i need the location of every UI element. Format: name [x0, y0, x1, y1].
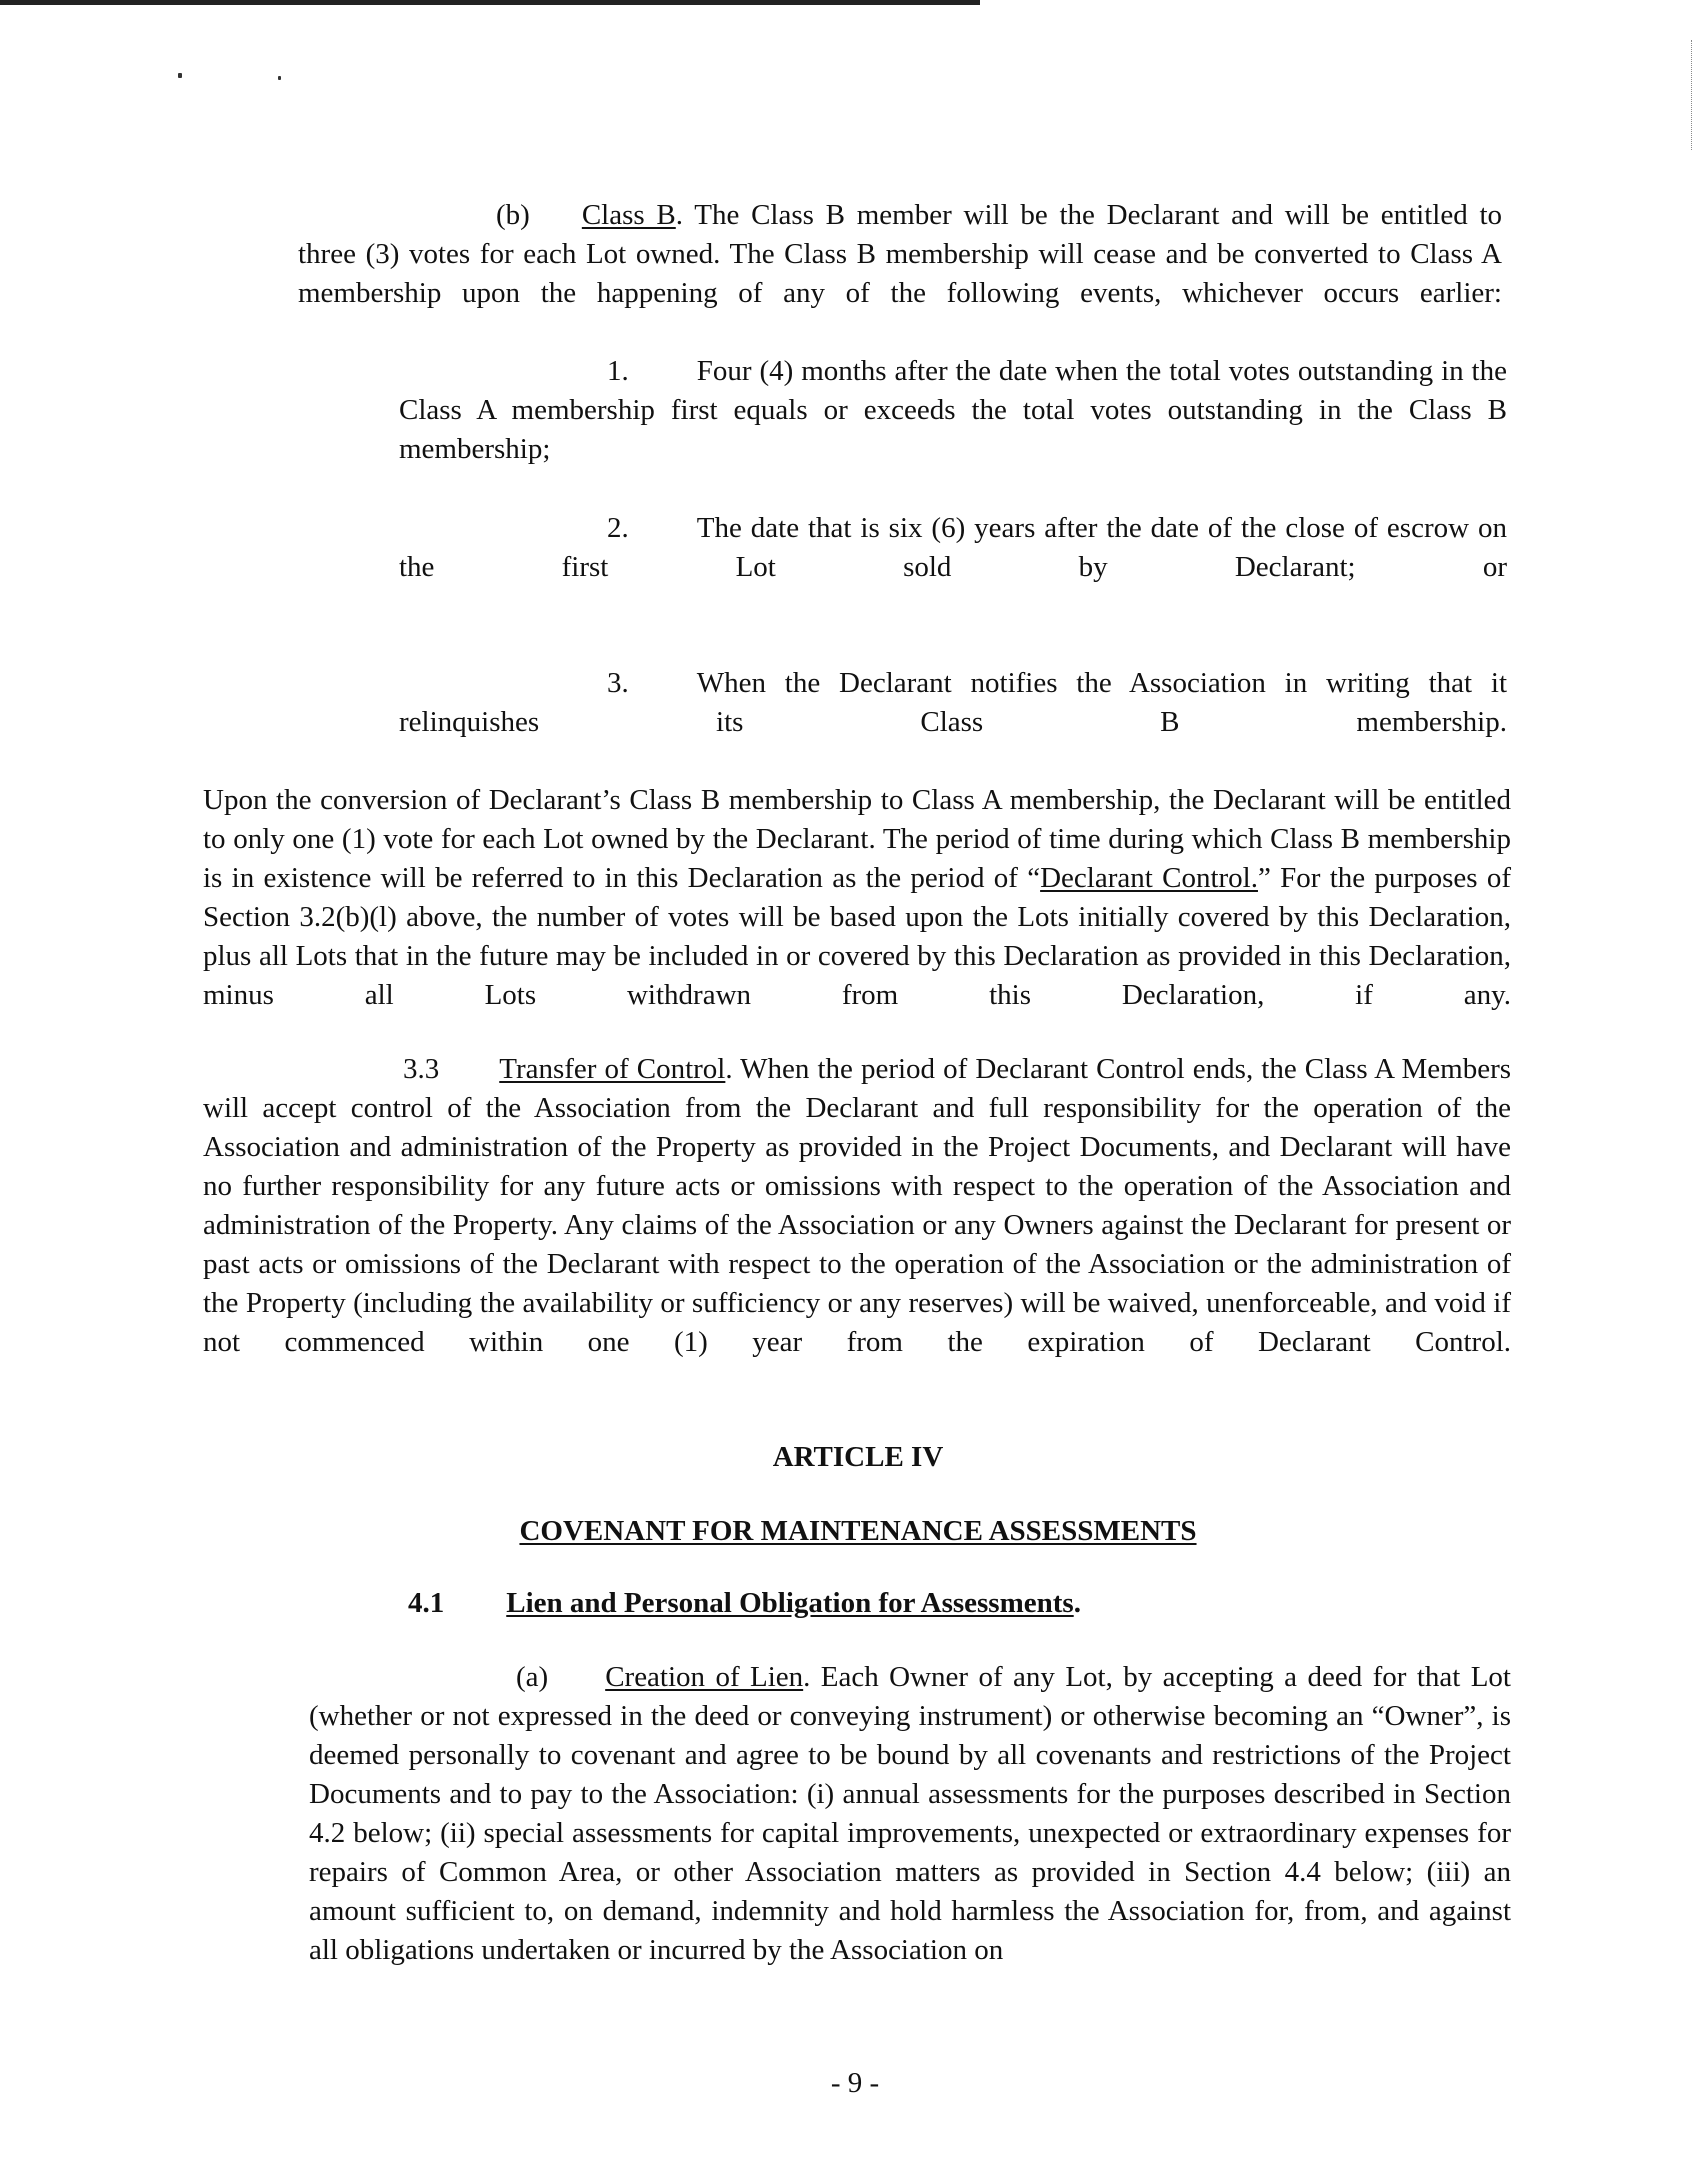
- event-number: 3.: [607, 667, 629, 699]
- scan-top-edge: [0, 0, 980, 5]
- event-text: Four (4) months after the date when the total votes outstanding in the Class A membership first equals or exceeds the total votes outstanding in the Class B membership;: [399, 355, 1507, 465]
- scan-right-edge: [1691, 40, 1694, 150]
- event-item-2: [399, 509, 1507, 587]
- section-3-3-heading: Transfer of Control: [499, 1053, 726, 1085]
- paragraph-conversion: [203, 781, 1511, 1015]
- class-b-heading: Class B: [581, 199, 676, 231]
- event-text: When the Declarant notifies the Association in writing that it relinquishes its Class B membership.: [399, 667, 1507, 738]
- article-title: ARTICLE IV: [772, 1441, 944, 1473]
- section-4-1-heading: Lien and Personal Obligation for Assessments: [506, 1587, 1074, 1619]
- event-text: The date that is six (6) years after the date of the close of escrow on the first Lot sold by Declarant; or: [399, 512, 1507, 583]
- section-4-1-number: 4.1: [408, 1587, 445, 1619]
- subsection-a-label: (a): [516, 1661, 549, 1693]
- section-3-3-text: . When the period of Declarant Control ends, the Class A Members will accept control of the Association from the Declarant and full responsibility for the operation of the Association and administration of the Property as provided in the Project Documents, and Declarant will have no further responsibility for any future acts or omissions with respect to the operation of the Association and administration of the Property. Any claims of the Association or any Owners against the Declarant for present or past acts or omissions of the Declarant with respect to the operation of the Association or the administration of the Property (including the availability or sufficiency or any reserves) will be waived, unenforceable, and void if not commenced within one (1) year from the expiration of Declarant Control.: [203, 1053, 1512, 1358]
- section-4-1-heading-line: [408, 1584, 1081, 1623]
- event-item-3: [399, 664, 1507, 742]
- declarant-control-term: Declarant Control.: [1040, 862, 1258, 894]
- conversion-text: Upon the conversion of Declarant’s Class B membership to Class A membership, the Declarant will be entitled to only one (1) vote for each Lot owned by the Declarant. The period of time during which Class B membership is in existence will be referred to in this Declaration as the period of “: [203, 784, 1511, 894]
- scan-speck: [178, 73, 182, 78]
- page-number: - 9 -: [830, 2067, 880, 2099]
- section-3-3-number: 3.3: [403, 1053, 440, 1085]
- section-4-1-period: .: [1073, 1587, 1081, 1619]
- subsection-a-text: . Each Owner of any Lot, by accepting a deed for that Lot (whether or not expressed in the deed or conveying instrument) or otherwise becoming an “Owner”, is deemed personally to covenant and agree to be bound by all covenants and restrictions of the Project Documents and to pay to the Association: (i) annual assessments for the purposes described in Section 4.2 below; (ii) special assessments for capital improvements, unexpected or extraordinary expenses for repairs of Common Area, or other Association matters as provided in Section 4.4 below; (iii) an amount sufficient to, on demand, indemnity and hold harmless the Association for, from, and against all obligations undertaken or incurred by the Association on: [309, 1661, 1511, 1966]
- conversion-text-end: ” For the purposes of Section 3.2(b)(l) above, the number of votes will be based upon the Lots initially covered by this Declaration, plus all Lots that in the future may be included in or covered by this Declaration as provided in this Declaration, minus all Lots withdrawn from this Declaration, if any.: [203, 862, 1511, 1011]
- article-subtitle: COVENANT FOR MAINTENANCE ASSESSMENTS: [519, 1515, 1197, 1547]
- event-number: 1.: [607, 355, 629, 387]
- event-item-1: [399, 352, 1507, 469]
- event-number: 2.: [607, 512, 629, 544]
- paragraph-class-b: [298, 196, 1502, 313]
- class-b-label: (b): [496, 199, 530, 231]
- class-b-text: . The Class B member will be the Declarant and will be entitled to three (3) votes for each Lot owned. The Class B membership will cease and be converted to Class A membership upon the happening of any of the following events, whichever occurs earlier:: [298, 199, 1503, 309]
- paragraph-section-3-3: [203, 1050, 1511, 1362]
- scan-speck: [278, 76, 281, 80]
- subsection-a-heading: Creation of Lien: [605, 1661, 804, 1693]
- paragraph-creation-of-lien: [309, 1658, 1511, 1970]
